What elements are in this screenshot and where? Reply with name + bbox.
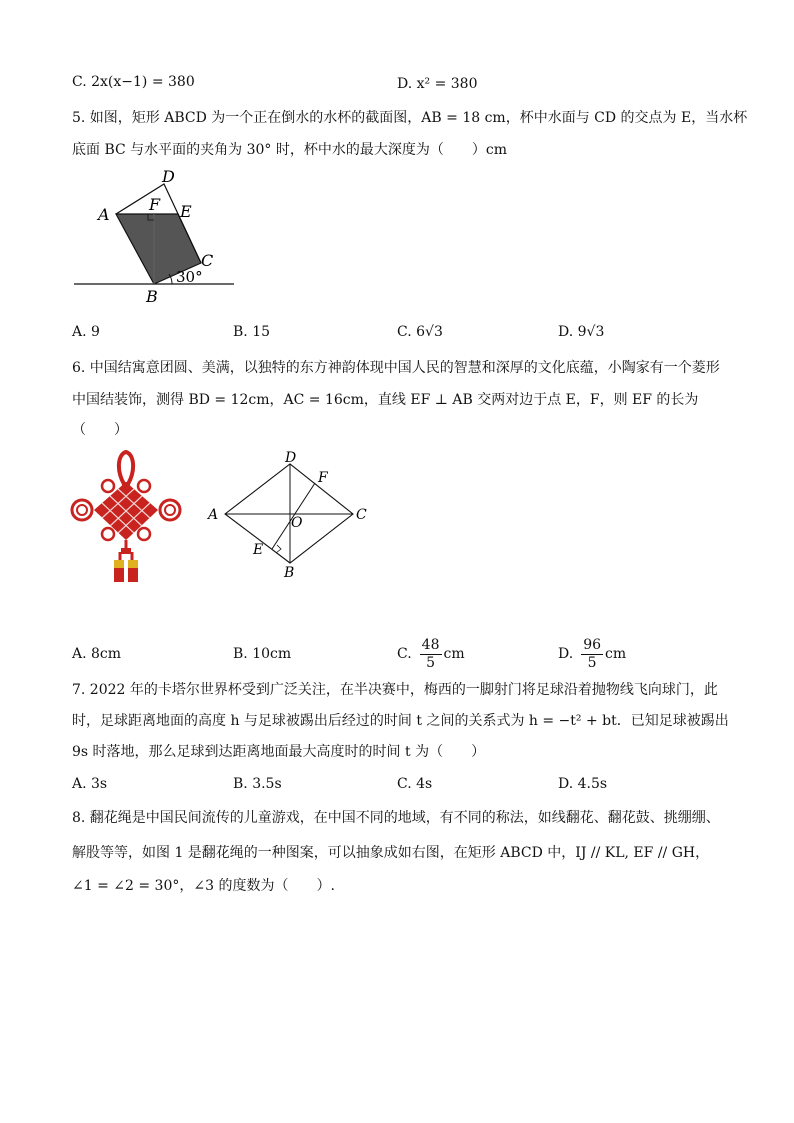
q6-text-line2: 中国结装饰，测得 BD = 12cm，AC = 16cm，直线 EF ⊥ AB 交两对边于点 E，F，则 EF 的长为 bbox=[72, 392, 699, 408]
label-b: B bbox=[146, 287, 158, 306]
q6-option-c-fraction bbox=[420, 637, 442, 672]
label-d: D bbox=[162, 167, 175, 186]
fraction-numerator: 48 bbox=[421, 636, 440, 653]
fraction-denominator: 5 bbox=[587, 654, 597, 671]
q6-option-a: A. 8cm bbox=[72, 646, 122, 662]
right-angle-mark-e bbox=[276, 545, 281, 553]
q7-option-d: D. 4.5s bbox=[558, 776, 608, 792]
q6-option-c-label: C. bbox=[397, 646, 412, 662]
q6-figure-rhombus bbox=[200, 448, 375, 583]
q5-text-line1: 5. 如图，矩形 ABCD 为一个正在倒水的水杯的截面图，AB = 18 cm，杯中水面与 CD 的交点为 E，当水杯 bbox=[72, 110, 748, 126]
q8-text-line1: 8. 翻花绳是中国民间流传的儿童游戏，在中国不同的地域，有不同的称法，如线翻花、翻花鼓、挑绷绷、 bbox=[72, 810, 720, 826]
q6-text-line3: （ ） bbox=[72, 422, 128, 438]
fraction-denominator: 5 bbox=[426, 654, 436, 671]
q5-text-line2: 底面 BC 与水平面的夹角为 30° 时，杯中水的最大深度为（ ）cm bbox=[72, 142, 507, 158]
label-d: D bbox=[285, 450, 297, 466]
q4-option-c: C. 2x(x−1) = 380 bbox=[72, 74, 195, 90]
q6-option-d-unit: cm bbox=[605, 646, 627, 662]
label-f: F bbox=[149, 195, 161, 214]
label-e: E bbox=[180, 202, 192, 221]
q6-option-c-unit: cm bbox=[443, 646, 465, 662]
label-c: C bbox=[201, 251, 214, 270]
q4-option-d: D. x² = 380 bbox=[397, 76, 478, 92]
label-f: F bbox=[318, 470, 328, 486]
q7-text-line3: 9s 时落地，那么足球到达距离地面最大高度时的时间 t 为（ ） bbox=[72, 744, 486, 760]
label-angle: 30° bbox=[176, 268, 203, 286]
q6-text-line1: 6. 中国结寓意团圆、美满，以独特的东方神韵体现中国人民的智慧和深厚的文化底蕴，小陶家有一个菱形 bbox=[72, 360, 720, 376]
q7-text-line2: 时，足球距离地面的高度 h 与足球被踢出后经过的时间 t 之间的关系式为 h = −t² + bt．已知足球被踢出 bbox=[72, 713, 729, 729]
q7-option-a: A. 3s bbox=[72, 776, 108, 792]
q5-option-b: B. 15 bbox=[233, 324, 271, 340]
q6-option-d-fraction bbox=[581, 637, 603, 672]
q7-option-c: C. 4s bbox=[397, 776, 433, 792]
q5-option-a: A. 9 bbox=[72, 324, 100, 340]
q6-option-d-label: D. bbox=[558, 646, 574, 662]
q5-option-d: D. 9√3 bbox=[558, 324, 605, 340]
q6-option-b: B. 10cm bbox=[233, 646, 292, 662]
q6-option-d bbox=[558, 632, 626, 676]
q6-option-c bbox=[397, 632, 465, 676]
fraction-numerator: 96 bbox=[583, 636, 602, 653]
q7-text-line1: 7. 2022 年的卡塔尔世界杯受到广泛关注，在半决赛中，梅西的一脚射门将足球沿着抛物线飞向球门，此 bbox=[72, 682, 718, 698]
label-e: E bbox=[253, 542, 264, 558]
label-o: O bbox=[291, 515, 303, 531]
label-a: A bbox=[208, 507, 219, 523]
label-b: B bbox=[284, 565, 295, 581]
chinese-knot-image bbox=[68, 448, 186, 586]
q5-figure-cup bbox=[68, 162, 248, 312]
q7-option-b: B. 3.5s bbox=[233, 776, 282, 792]
label-a: A bbox=[98, 205, 110, 224]
q8-text-line3: ∠1 = ∠2 = 30°，∠3 的度数为（ ）. bbox=[72, 878, 335, 894]
q5-option-c: C. 6√3 bbox=[397, 324, 443, 340]
label-c: C bbox=[356, 507, 367, 523]
q8-text-line2: 解股等等，如图 1 是翻花绳的一种图案，可以抽象成如右图，在矩形 ABCD 中，IJ // KL, EF // GH， bbox=[72, 845, 710, 861]
